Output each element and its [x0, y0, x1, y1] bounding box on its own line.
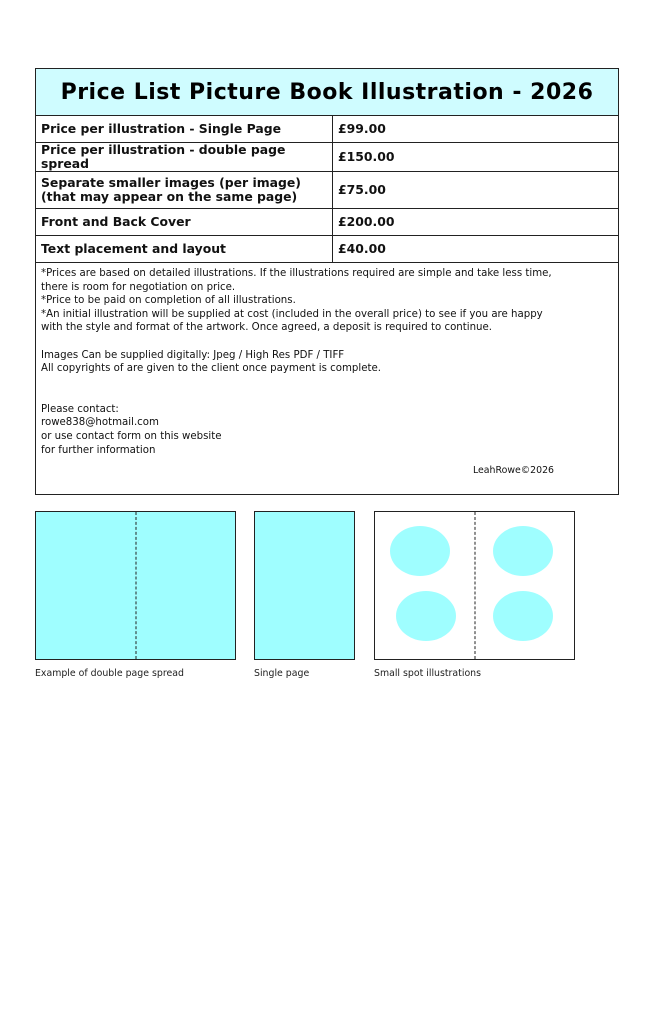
caption-spot-illustrations: Small spot illustrations [374, 668, 482, 679]
contact-email: rowe838@hotmail.com [41, 417, 159, 429]
price-label: Separate smaller images (per image) (that may appear on the same page) [36, 172, 333, 209]
price-value: £200.00 [333, 209, 619, 236]
table-row [36, 116, 618, 143]
contact-line: Please contact: [41, 403, 119, 415]
fold-line [474, 512, 475, 659]
caption-double-spread: Example of double page spread [35, 668, 184, 679]
spot-illustration [493, 591, 553, 641]
price-value: £99.00 [333, 116, 619, 143]
price-label: Text placement and layout [36, 236, 333, 263]
note-line: *Price to be paid on completion of all illustrations. [41, 295, 296, 307]
note-line: All copyrights of are given to the client once payment is complete. [41, 363, 381, 375]
table-row [36, 143, 618, 172]
note-line: with the style and format of the artwork. Once agreed, a deposit is required to continue. [41, 322, 492, 334]
copyright-text: LeahRowe©2026 [472, 465, 554, 476]
table-row [36, 209, 618, 236]
table-row [36, 172, 618, 209]
price-label: Price per illustration - Single Page [36, 116, 333, 143]
contact-line: or use contact form on this website [41, 430, 222, 442]
price-value: £75.00 [333, 172, 619, 209]
price-value: £40.00 [333, 236, 619, 263]
note-line: there is room for negotiation on price. [41, 281, 236, 293]
price-list-title: Price List Picture Book Illustration - 2026 [36, 69, 618, 116]
price-list-sheet [35, 68, 619, 495]
note-line: Images Can be supplied digitally: Jpeg / High Res PDF / TIFF [41, 349, 345, 361]
fold-line [135, 512, 136, 659]
spot-illustration [396, 591, 456, 641]
price-table [36, 116, 618, 263]
note-line: *Prices are based on detailed illustrations. If the illustrations required are simple and take less time, [41, 268, 552, 279]
caption-single-page: Single page [254, 668, 310, 679]
price-label: Price per illustration - double page spread [36, 143, 333, 172]
price-value: £150.00 [333, 143, 619, 172]
spot-illustration [390, 526, 450, 576]
double-page-spread-diagram [35, 511, 236, 660]
spot-illustration [493, 526, 553, 576]
spot-illustrations-diagram [374, 511, 575, 660]
single-page-diagram [254, 511, 355, 660]
price-label: Front and Back Cover [36, 209, 333, 236]
note-line: *An initial illustration will be supplied at cost (included in the overall price) to see if you are happy [41, 308, 543, 320]
terms-notes [36, 263, 618, 457]
contact-line: for further information [41, 444, 156, 456]
table-row [36, 236, 618, 263]
price-label-sub: (that may appear on the same page) [41, 189, 298, 204]
